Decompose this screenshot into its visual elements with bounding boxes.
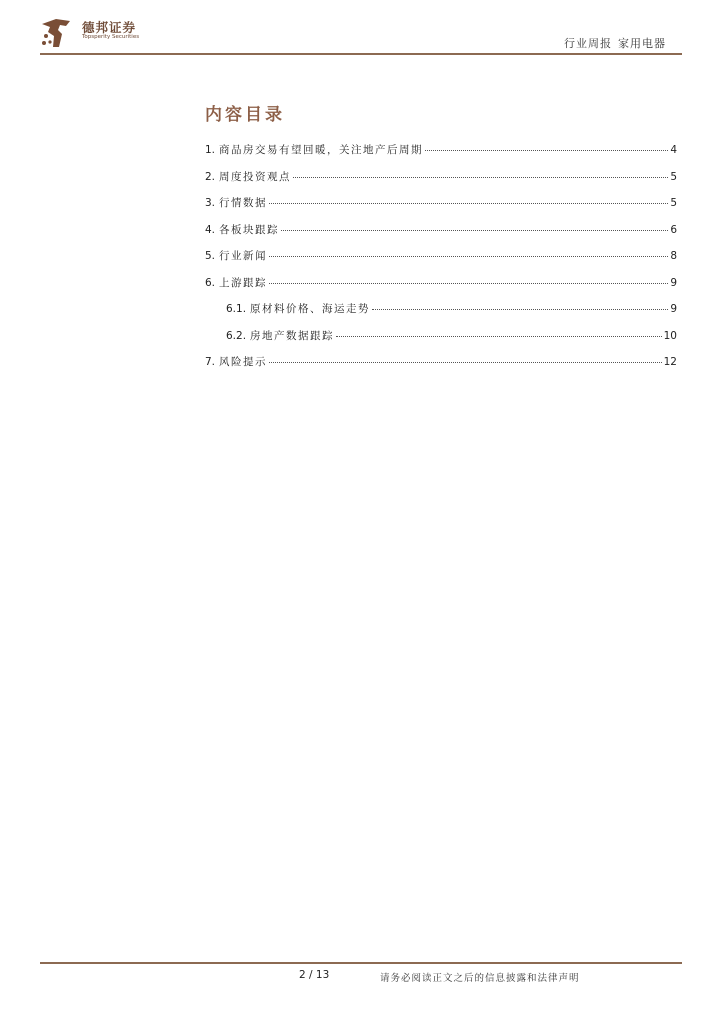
toc-dot-leader: [372, 309, 668, 310]
toc-dot-leader: [269, 362, 662, 363]
toc-entry-text: 原材料价格、海运走势: [250, 303, 371, 315]
toc-entry-text: 各板块跟踪: [219, 223, 280, 236]
toc-entry-page: 4: [670, 144, 677, 156]
toc-entry-number: 6.2.: [226, 329, 247, 342]
toc-entry-text: 房地产数据跟踪: [250, 329, 335, 342]
toc-entry-3[interactable]: [205, 195, 677, 222]
toc-entry-number: 6.: [205, 276, 216, 289]
toc-dot-leader: [336, 336, 662, 337]
toc-entry-text: 上游跟踪: [219, 276, 268, 289]
toc-entry-number: 3.: [205, 197, 216, 209]
toc-dot-leader: [269, 256, 668, 257]
toc-entry-6-2[interactable]: [205, 328, 677, 355]
toc-entry-page: 5: [670, 197, 677, 209]
toc-dot-leader: [269, 203, 668, 204]
toc-entry-text: 行情数据: [219, 197, 268, 209]
table-of-contents: [205, 142, 677, 381]
toc-entry-5[interactable]: [205, 248, 677, 275]
toc-entry-page: 8: [670, 250, 677, 262]
report-category: [564, 35, 666, 51]
toc-dot-leader: [425, 150, 668, 151]
toc-entry-page: 10: [663, 329, 677, 342]
toc-entry-number: 6.1.: [226, 303, 247, 315]
toc-entry-number: 7.: [205, 356, 216, 368]
toc-dot-leader: [281, 230, 668, 231]
toc-entry-number: 1.: [205, 144, 216, 156]
toc-entry-number: 5.: [205, 250, 216, 262]
toc-entry-page: 5: [670, 170, 677, 183]
toc-title: 内容目录: [205, 105, 285, 125]
header-divider: [40, 53, 682, 55]
toc-entry-7[interactable]: [205, 354, 677, 381]
toc-entry-6[interactable]: [205, 275, 677, 302]
page-number: 2 / 13: [299, 969, 330, 981]
footer-divider: [40, 962, 682, 964]
toc-entry-text: 商品房交易有望回暖，关注地产后周期: [219, 144, 424, 156]
brand-logo: [40, 16, 140, 50]
brand-subtitle: Topsperity Securities: [82, 34, 140, 40]
toc-entry-page: 12: [663, 356, 677, 368]
toc-entry-1[interactable]: [205, 142, 677, 169]
toc-entry-page: 6: [670, 223, 677, 236]
report-type: 行业周报: [564, 37, 612, 50]
brand-name: 德邦证券: [82, 20, 137, 35]
toc-entry-text: 周度投资观点: [219, 170, 292, 183]
disclaimer-note: 请务必阅读正文之后的信息披露和法律声明: [380, 973, 580, 984]
toc-entry-page: 9: [670, 303, 677, 315]
logo-mark-icon: [40, 16, 74, 50]
toc-entry-2[interactable]: [205, 169, 677, 196]
toc-dot-leader: [293, 177, 668, 178]
toc-entry-6-1[interactable]: [205, 301, 677, 328]
toc-entry-number: 4.: [205, 223, 216, 236]
industry-name: 家用电器: [618, 37, 666, 50]
toc-entry-4[interactable]: [205, 222, 677, 249]
toc-dot-leader: [269, 283, 668, 284]
toc-entry-page: 9: [670, 276, 677, 289]
toc-entry-text: 行业新闻: [219, 250, 268, 262]
toc-entry-number: 2.: [205, 170, 216, 183]
page-header: [0, 0, 724, 60]
toc-entry-text: 风险提示: [219, 356, 268, 368]
